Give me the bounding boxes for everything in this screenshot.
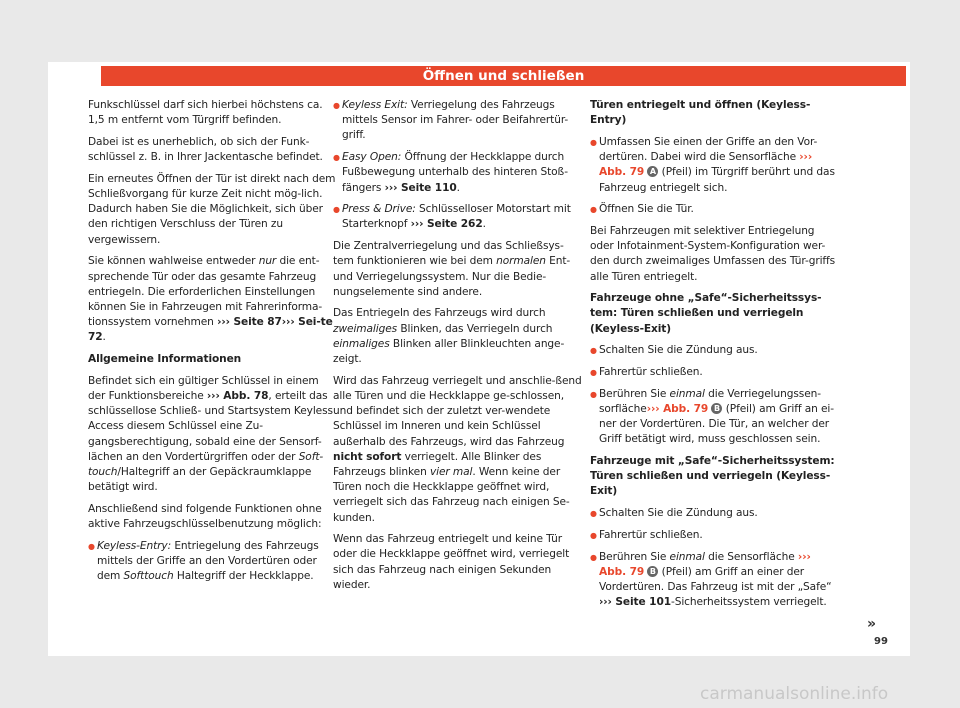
emphasis: einmaliges [333, 337, 390, 350]
text: Umfassen Sie einen der Griffe an den Vor-dertüren. Dabei wird die Sensorfläche [599, 135, 818, 164]
text: Blinken, das Verriegeln durch [397, 322, 553, 335]
section-heading: Türen entriegelt und öffnen (Keyless-Entry) [590, 99, 811, 127]
paragraph [333, 239, 583, 300]
text: Berühren Sie [599, 550, 670, 563]
section-heading: Fahrzeuge mit „Safe“-Sicherheitssystem: Türen schließen und verriegeln (Keyless-Exit) [590, 455, 835, 498]
text: , erteilt das schlüssellose Schließ- und Startsystem Keyless Access diesem Schlüssel eine Zu-gangsberechtigung, sobald eine der Sensorf-lächen an den Vordertürgriffen oder der [88, 389, 333, 463]
emphasis: nur [258, 255, 277, 268]
text: Die Zentralverriegelung und das Schließsys-tem funktionieren wie bei dem [333, 240, 564, 268]
bullet-item: ● Fahrertür schließen. [590, 528, 840, 543]
bullet-item: ● Öffnen Sie die Tür. [590, 202, 840, 217]
page-number: 99 [874, 636, 888, 647]
page-reference-link[interactable]: ››› Seite 87››› Sei-te 72 [88, 316, 333, 344]
term: Press & Drive: [342, 203, 416, 216]
term: Keyless Exit: [342, 99, 408, 111]
paragraph: Anschließend sind folgende Funktionen ohne aktive Fahrzeugschlüsselbenutzung möglich: [88, 502, 322, 531]
paragraph [333, 306, 583, 367]
bullet-item: ● Schalten Sie die Zündung aus. [590, 343, 840, 358]
emphasis: einmal [669, 387, 705, 400]
bullet-item [333, 202, 583, 232]
bullet-item [333, 150, 583, 196]
paragraph: Dabei ist es unerheblich, ob sich der Funk-schlüssel z. B. in Ihrer Jackentasche befindet. [88, 135, 323, 164]
emphasis: normalen [496, 255, 546, 268]
column-2 [333, 98, 583, 600]
text: Wird das Fahrzeug verriegelt und anschlie-ßend alle Türen und die Heckklappe ge-schlossen, und befindet sich der zuletzt ver-wendete Schlüssel im Inneren und kein Schlüssel außerhalb des Fahrzeugs, wird das Fahrzeug [333, 374, 582, 448]
paragraph [88, 254, 338, 345]
column-1 [88, 98, 338, 591]
bullet-item [590, 550, 840, 611]
emphasis: Soft-touch [88, 450, 324, 478]
text: Haltegriff der Heckklappe. [173, 570, 314, 583]
page-reference-link[interactable]: ››› Seite 262 [410, 218, 483, 231]
paragraph: Funkschlüssel darf sich hierbei höchstens ca. 1,5 m entfernt vom Türgriff befinden. [88, 99, 323, 127]
text: -Sicherheitssystem verriegelt. [670, 596, 827, 609]
text: Entriegelung des Fahrzeugs mittels der Griffe an den Vordertüren oder dem [97, 539, 319, 583]
figure-reference-link[interactable]: ››› Abb. 79 [646, 402, 709, 415]
paragraph: Bei Fahrzeugen mit selektiver Entriegelung oder Infotainment-System-Konfiguration wer-den durch zweimaliges Umfassen des Tür-griffs alle Türen entriegelt. [590, 224, 836, 283]
text: (Pfeil) am Griff an ei-ner der Vordertüren. Die Tür, an welcher der Griff betätigt wird, muss geschlossen sein. [599, 402, 834, 446]
emphasis: einmal [669, 550, 705, 563]
text: . Wenn keine der Türen noch die Heckklappe geöffnet wird, verriegelt sich das Fahrzeug nach einigen Se-kunden. [333, 465, 570, 524]
manual-page [48, 62, 910, 656]
bullet-item: ● Schalten Sie die Zündung aus. [590, 506, 840, 521]
text: Blinken aller Blinkleuchten ange-zeigt. [333, 337, 565, 366]
term: Easy Open: [342, 151, 402, 164]
paragraph [88, 374, 338, 496]
text: die Verriegelungssen-sorfläche [599, 387, 821, 415]
callout-badge: B [647, 566, 658, 577]
column-3 [590, 98, 840, 617]
term: Keyless-Entry: [97, 539, 172, 552]
bullet-item [590, 387, 840, 448]
page-title: Öffnen und schließen [101, 66, 906, 86]
emphasis: zweimaliges [333, 322, 398, 335]
strong: nicht sofort [333, 450, 402, 463]
text: Berühren Sie [599, 387, 670, 400]
figure-reference-link[interactable]: ››› Abb. 78 [206, 389, 269, 402]
text: verriegelt. Alle Blinker des Fahrzeugs blinken [333, 450, 542, 478]
text: . [482, 218, 486, 231]
bullet-item [88, 539, 338, 585]
bullet-item [590, 135, 840, 196]
callout-badge: A [647, 166, 658, 177]
text: (Pfeil) im Türgriff berührt und das Fahrzeug entriegelt sich. [599, 166, 835, 194]
text: /Haltegriff an der Gepäckraumklappe betätigt wird. [88, 465, 312, 494]
paragraph: Wenn das Fahrzeug entriegelt und keine Tür oder die Heckklappe geöffnet wird, verriegelt sich das Fahrzeug nach einigen Sekunden wieder. [333, 533, 570, 591]
text: Verriegelung des Fahrzeugs mittels Sensor im Fahrer- oder Beifahrertür-griff. [342, 99, 569, 142]
bullet-item [333, 98, 583, 144]
text: die Sensorfläche [704, 550, 798, 563]
text: . [456, 181, 460, 194]
figure-reference-link[interactable]: ››› Abb. 79 [599, 550, 811, 578]
text: (Pfeil) am Griff an einer der Vordertüren. Das Fahrzeug ist mit der „Safe“ [599, 565, 832, 593]
text: Das Entriegeln des Fahrzeugs wird durch [333, 307, 546, 320]
paragraph: Ein erneutes Öffnen der Tür ist direkt nach dem Schließvorgang für kurze Zeit nicht mög-lich. Dadurch haben Sie die Möglichkeit, sich über den richtigen Verschluss der Türen zu vergewissern. [88, 172, 336, 246]
watermark: carmanualsonline.info [700, 684, 889, 704]
paragraph [333, 374, 583, 526]
bullet-item: ● Fahrertür schließen. [590, 365, 840, 380]
page-reference-link[interactable]: ››› Seite 110 [384, 181, 457, 194]
text: die ent-sprechende Tür oder das gesamte Fahrzeug entriegeln. Die erforderlichen Einstellungen können Sie in Fahrzeugen mit Fahrerinforma-tionssystem vornehmen [88, 255, 323, 329]
text: Öffnung der Heckklappe durch Fußbewegung unterhalb des hinteren Stoß-fängers [342, 151, 569, 194]
text: Befindet sich ein gültiger Schlüssel in einem der Funktionsbereiche [88, 374, 319, 402]
text: Ent- und Verriegelungssystem. Nur die Bedie-nungselemente sind andere. [333, 255, 571, 298]
page-reference-link[interactable]: ››› Seite 101 [599, 596, 671, 609]
emphasis: vier mal [429, 465, 473, 478]
emphasis: Softtouch [123, 570, 174, 583]
text: Sie können wahlweise entweder [88, 255, 259, 268]
continue-arrow-icon: » [867, 616, 877, 632]
text: . [102, 331, 106, 344]
figure-reference-link[interactable]: ››› Abb. 79 [599, 151, 813, 179]
section-heading: Fahrzeuge ohne „Safe“-Sicherheitssys-tem: Türen schließen und verriegeln (Keyless-Exit) [590, 292, 822, 335]
section-heading: Allgemeine Informationen [88, 353, 242, 366]
text: Schlüsselloser Motorstart mit Starterknopf [342, 203, 571, 231]
callout-badge: B [711, 403, 722, 414]
